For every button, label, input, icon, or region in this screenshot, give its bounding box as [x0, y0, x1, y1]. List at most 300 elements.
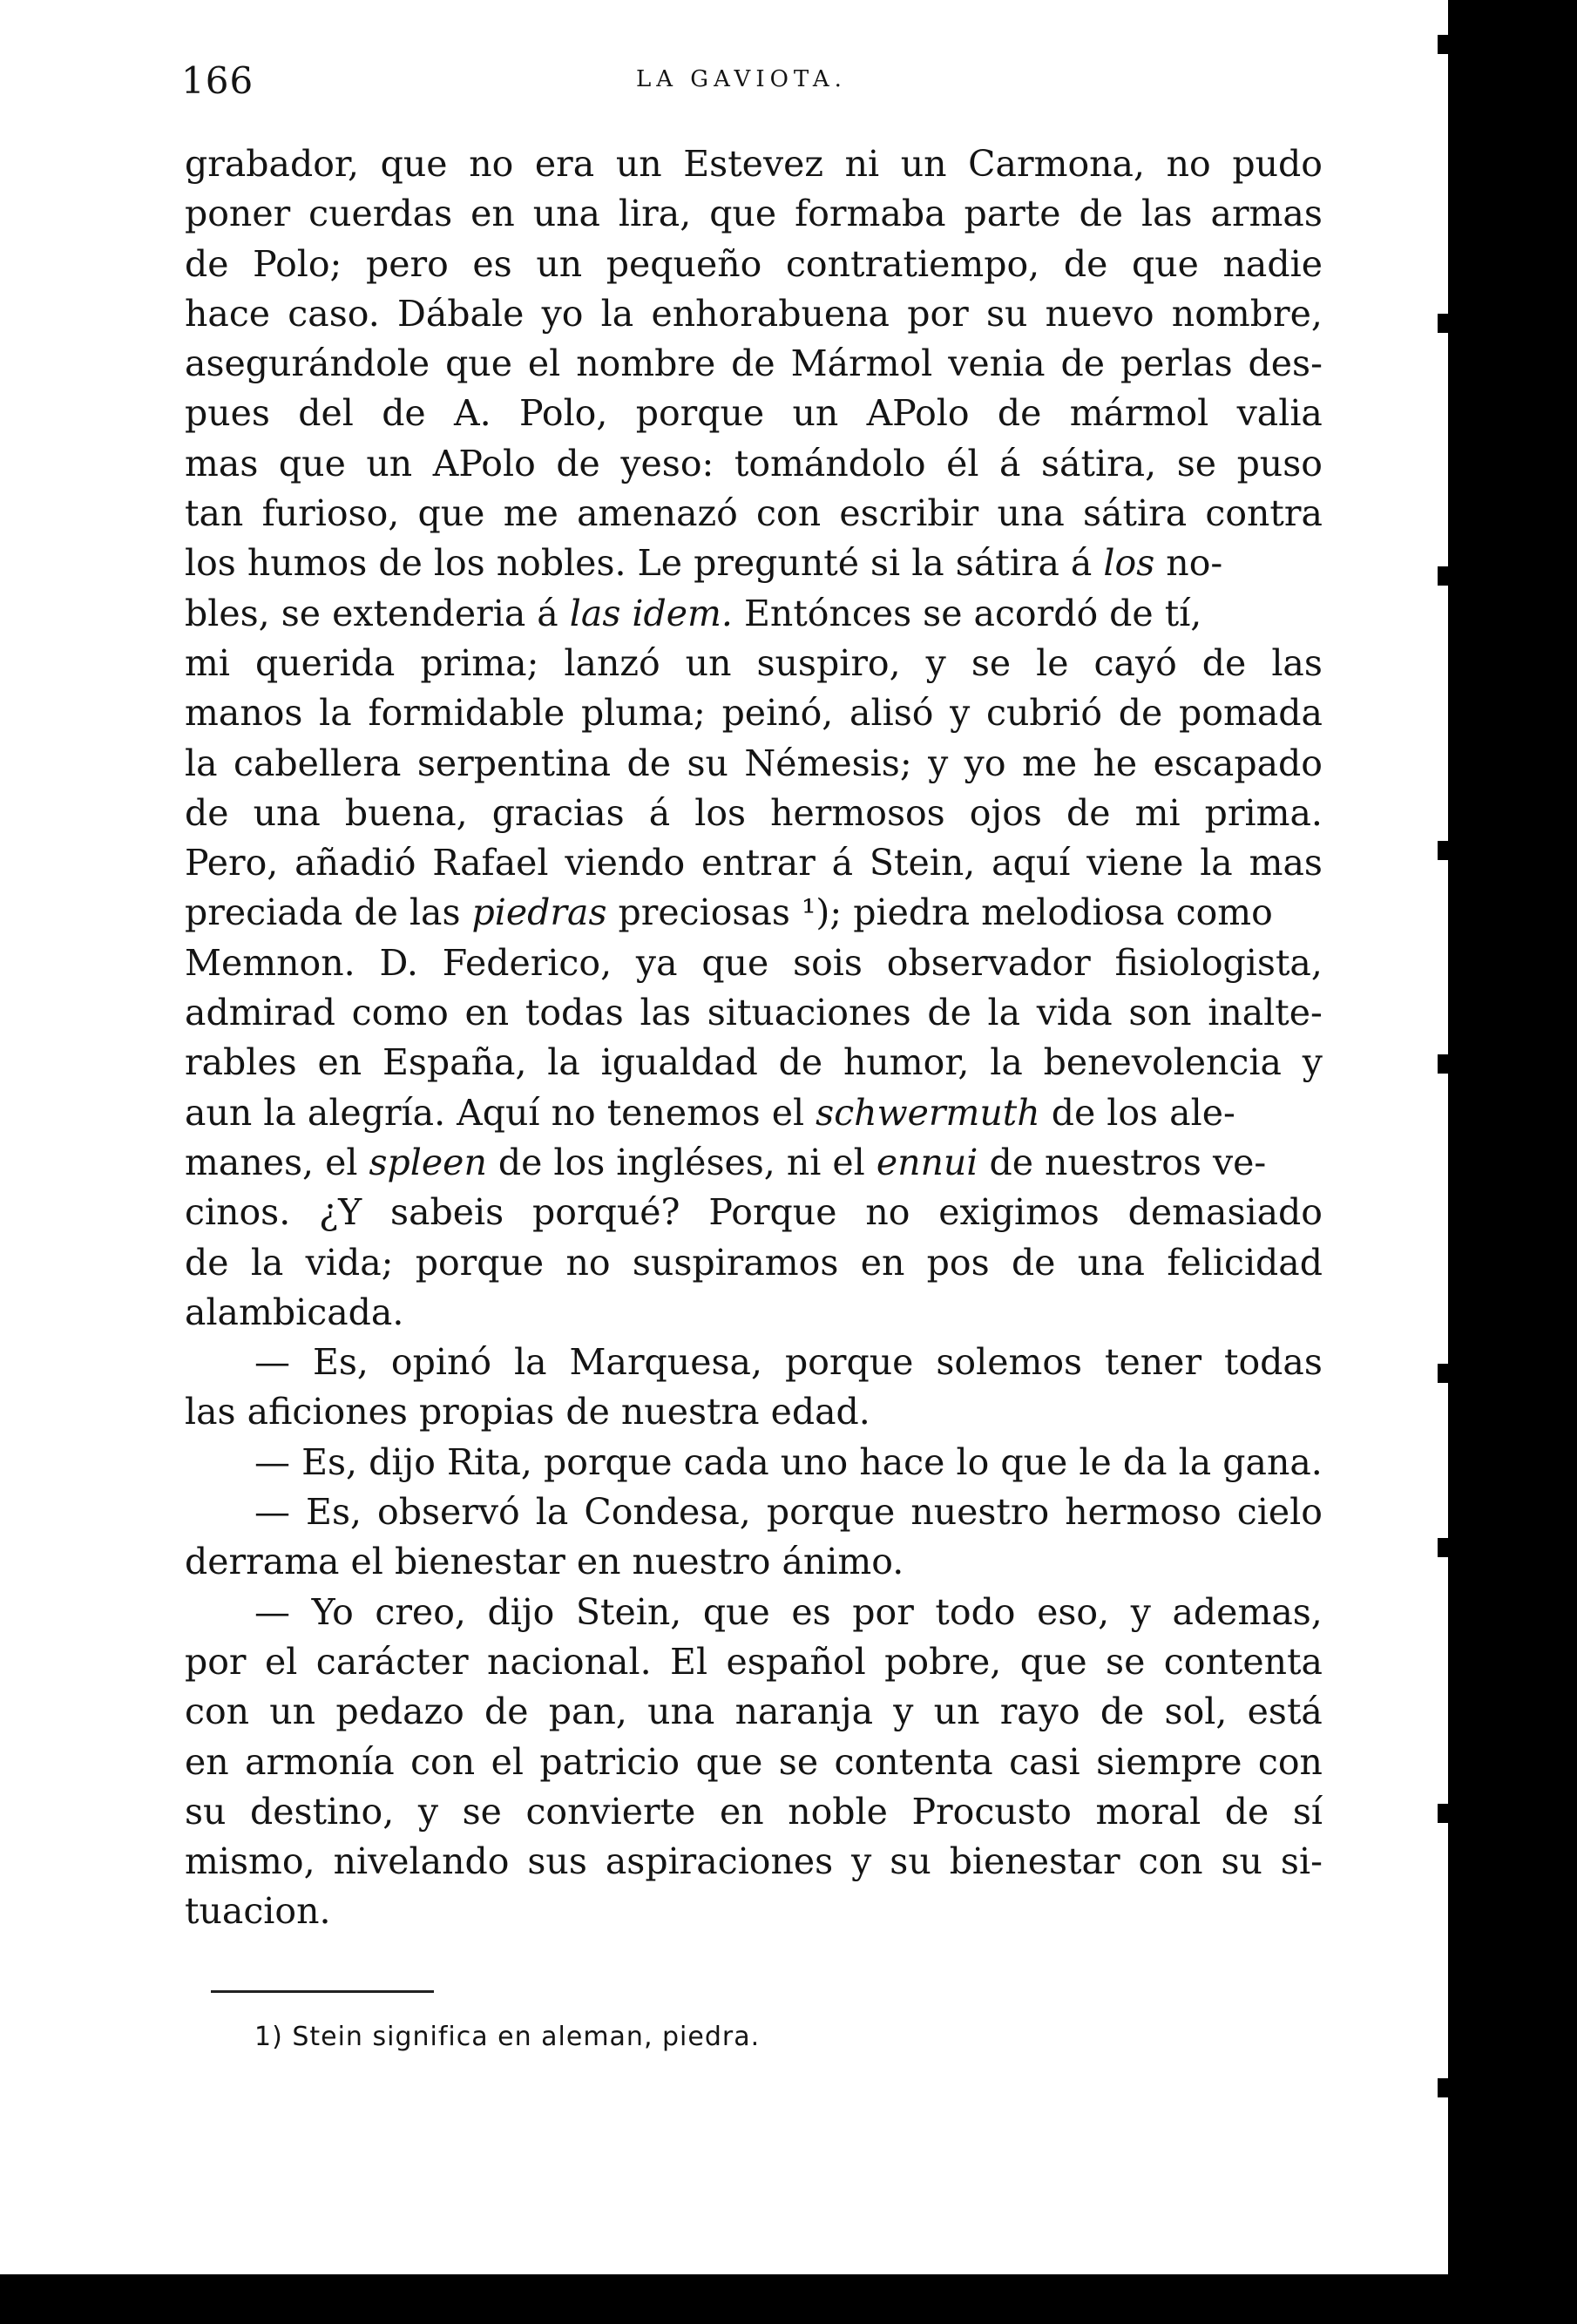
word: de: [626, 742, 672, 784]
word: con: [1257, 1740, 1323, 1783]
word: un: [269, 1690, 316, 1733]
word: un: [366, 442, 413, 484]
word: vida;: [305, 1241, 394, 1284]
word: situaciones: [707, 992, 911, 1034]
word: todo: [935, 1590, 1016, 1633]
word: grabador,: [185, 143, 360, 185]
word: sus: [527, 1840, 587, 1883]
text-line: [185, 589, 1323, 639]
word: contenta: [1163, 1640, 1323, 1683]
word: nuevo: [1045, 292, 1154, 335]
word: pues: [185, 392, 270, 435]
scan-edge-mark: [1438, 566, 1450, 586]
word: ¿Y: [319, 1191, 362, 1234]
word: son: [1128, 992, 1192, 1034]
word: cuerdas: [308, 193, 453, 235]
word: Federico,: [442, 941, 613, 984]
word: que: [1019, 1640, 1087, 1683]
word: la: [1200, 842, 1233, 884]
word: sátira,: [1041, 442, 1157, 484]
page-number: 166: [181, 59, 254, 102]
word: que: [709, 193, 777, 235]
word: tener: [1105, 1341, 1202, 1384]
scan-edge-mark: [1438, 2078, 1450, 2097]
word: rayo: [999, 1690, 1080, 1733]
word: una: [647, 1690, 715, 1733]
word: alambicada.: [185, 1291, 404, 1333]
word: enhorabuena: [651, 292, 890, 335]
word: vida: [1036, 992, 1113, 1034]
word: que: [417, 492, 485, 535]
word: cayó: [1093, 641, 1177, 684]
word: en: [576, 1541, 633, 1583]
text-line: [185, 1338, 1323, 1387]
word: una: [253, 791, 321, 834]
word: de: [565, 1391, 621, 1433]
word: Rita,: [447, 1440, 532, 1483]
word: de: [1224, 1790, 1269, 1833]
word: un: [536, 242, 583, 285]
word: se: [1176, 442, 1217, 484]
word: se: [778, 1740, 819, 1783]
word: furioso,: [261, 492, 400, 535]
scan-edge-mark: [1438, 35, 1450, 54]
word: cabellera: [233, 742, 402, 784]
body-text: [185, 139, 1323, 1937]
word: cada: [683, 1440, 769, 1483]
word: yeso:: [620, 442, 714, 484]
word: admirad: [185, 992, 335, 1034]
word: igualdad: [600, 1041, 758, 1084]
text-line: [185, 1138, 1323, 1188]
word: contratiempo,: [785, 242, 1040, 285]
word: benevolencia: [1043, 1041, 1282, 1084]
word: casi: [1009, 1740, 1080, 1783]
word: y: [851, 1840, 872, 1883]
word: me: [1021, 742, 1078, 784]
word: en: [185, 1740, 229, 1783]
word: buena,: [344, 791, 468, 834]
text-line: [185, 1387, 1323, 1437]
word: exigimos: [938, 1191, 1100, 1234]
word: felicidad: [1167, 1241, 1323, 1284]
word: gracias: [491, 791, 625, 834]
word: está: [1247, 1690, 1323, 1733]
word: á: [999, 442, 1021, 484]
footnote-rule: [211, 1990, 434, 1993]
word: nuestro: [910, 1491, 1050, 1534]
word: la: [319, 692, 352, 735]
word: he: [1093, 742, 1138, 784]
word: demasiado: [1127, 1191, 1323, 1234]
word: nivelando: [333, 1840, 510, 1883]
word: todas: [1224, 1341, 1323, 1384]
word: cinos.: [185, 1191, 291, 1234]
word: mi: [1134, 791, 1181, 834]
word: por: [907, 292, 969, 335]
text-line: [185, 1088, 1323, 1138]
text-line: [185, 789, 1323, 838]
text-line: [185, 1837, 1323, 1887]
italic-word: schwermuth: [816, 1091, 1040, 1134]
word: todas: [525, 992, 624, 1034]
text-segment: bles, se extenderia á: [185, 592, 570, 634]
word: patricio: [539, 1740, 680, 1783]
word: Pero,: [185, 842, 279, 884]
word: de: [1011, 1241, 1056, 1284]
word: bienestar: [949, 1840, 1120, 1883]
word: observó: [377, 1491, 520, 1534]
word: mas: [185, 442, 259, 484]
word: Stein,: [575, 1590, 682, 1633]
word: ademas,: [1172, 1590, 1323, 1633]
text-segment: preciosas ¹); piedra melodiosa como: [606, 891, 1273, 934]
text-line: [185, 1687, 1323, 1737]
word: eso,: [1037, 1590, 1110, 1633]
word: APolo: [432, 442, 536, 484]
scan-edge-mark: [1438, 1364, 1450, 1383]
word: Condesa,: [584, 1491, 751, 1534]
word: pedazo: [335, 1690, 464, 1733]
word: noble: [788, 1790, 888, 1833]
word: de: [484, 1690, 529, 1733]
text-line: [185, 1537, 1323, 1587]
word: no: [865, 1191, 910, 1234]
word: Mármol: [790, 342, 933, 385]
text-segment: no-: [1154, 542, 1223, 585]
word: asegurándole: [185, 342, 430, 385]
word: de: [382, 392, 426, 435]
word: solemos: [936, 1341, 1083, 1384]
word: siempre: [1096, 1740, 1242, 1783]
word: porque: [415, 1241, 545, 1284]
word: Carmona,: [968, 143, 1146, 185]
word: cubrió: [986, 692, 1103, 735]
word: destino,: [250, 1790, 395, 1833]
word: pan,: [548, 1690, 627, 1733]
word: cielo: [1236, 1491, 1323, 1534]
word: de: [731, 342, 775, 385]
word: el: [350, 1541, 395, 1583]
word: la: [547, 1041, 580, 1084]
word: y: [893, 1690, 914, 1733]
word: tan: [185, 492, 244, 535]
text-line: [185, 1238, 1323, 1288]
word: que: [445, 342, 512, 385]
word: su: [985, 292, 1028, 335]
word: pomada: [1179, 692, 1323, 735]
word: opinó: [390, 1341, 492, 1384]
word: pluma;: [580, 692, 706, 735]
word: sabeis: [390, 1191, 504, 1234]
word: no: [565, 1241, 611, 1284]
word: Rafael: [432, 842, 549, 884]
word: la: [990, 1041, 1023, 1084]
italic-word: spleen: [369, 1141, 487, 1183]
word: hace: [859, 1440, 945, 1483]
scan-edge-mark: [1438, 1538, 1450, 1557]
word: contenta: [834, 1740, 993, 1783]
word: Es,: [312, 1341, 369, 1384]
text-segment: aun la alegría. Aquí no tenemos el: [185, 1091, 816, 1134]
word: ánimo.: [782, 1541, 904, 1583]
word: poner: [185, 193, 291, 235]
word: uno: [780, 1440, 849, 1483]
text-line: [185, 639, 1323, 688]
word: de: [1100, 1690, 1145, 1733]
word: él: [946, 442, 979, 484]
word: que: [380, 143, 448, 185]
word: un: [900, 143, 947, 185]
word: porque: [766, 1491, 896, 1534]
word: —: [254, 1491, 290, 1534]
text-line: [185, 1738, 1323, 1787]
text-line: [185, 240, 1323, 289]
word: sátira: [1083, 492, 1188, 535]
word: que: [695, 1740, 763, 1783]
text-line: [185, 1637, 1323, 1687]
word: da: [1122, 1440, 1168, 1483]
word: la: [514, 1341, 547, 1384]
text-segment: de los ale-: [1039, 1091, 1235, 1134]
word: que: [702, 1590, 770, 1633]
word: en: [719, 1790, 764, 1833]
word: una: [997, 492, 1065, 535]
word: tomándolo: [734, 442, 926, 484]
text-line: [185, 1588, 1323, 1637]
word: en: [860, 1241, 905, 1284]
word: las: [185, 1391, 247, 1433]
word: como: [351, 992, 449, 1034]
word: su: [890, 1840, 931, 1883]
word: le: [1079, 1440, 1112, 1483]
word: pero: [366, 242, 449, 285]
word: des-: [1248, 342, 1323, 385]
text-line: [185, 988, 1323, 1038]
word: y: [1302, 1041, 1323, 1084]
word: derrama: [185, 1541, 351, 1583]
word: escapado: [1153, 742, 1323, 784]
word: —: [254, 1440, 290, 1483]
text-line: [185, 139, 1323, 189]
word: de: [1201, 641, 1247, 684]
word: nuestro: [632, 1541, 782, 1583]
word: se: [462, 1790, 502, 1833]
word: peinó,: [721, 692, 834, 735]
word: el: [491, 1740, 524, 1783]
word: valia: [1236, 392, 1323, 435]
word: porque: [635, 392, 765, 435]
text-segment: preciada de las: [185, 891, 472, 934]
word: Estevez: [683, 143, 823, 185]
word: viendo: [565, 842, 686, 884]
word: pos: [926, 1241, 990, 1284]
word: ojos: [969, 791, 1042, 834]
word: armas: [1210, 193, 1323, 235]
word: caso.: [288, 292, 380, 335]
word: su: [1221, 1840, 1262, 1883]
word: querida: [255, 641, 396, 684]
word: ya: [635, 941, 678, 984]
word: España,: [382, 1041, 527, 1084]
word: le: [1036, 641, 1069, 684]
word: si-: [1280, 1840, 1323, 1883]
word: venia: [948, 342, 1046, 385]
scan-edge-mark: [1438, 314, 1450, 333]
word: bienestar: [394, 1541, 577, 1583]
word: la: [1178, 1440, 1212, 1483]
word: aficiones: [247, 1391, 419, 1433]
word: por: [185, 1640, 247, 1683]
word: y: [950, 692, 971, 735]
word: las: [1271, 641, 1323, 684]
word: rables: [185, 1041, 297, 1084]
text-segment: de los ingléses, ni el: [486, 1141, 876, 1183]
word: y: [925, 641, 946, 684]
word: suspiro,: [756, 641, 901, 684]
word: prima;: [420, 641, 539, 684]
word: sí: [1292, 1790, 1323, 1833]
word: nacional.: [487, 1640, 652, 1683]
text-segment: los humos de los nobles. Le pregunté si la sátira á: [185, 542, 1104, 585]
text-line: [185, 688, 1323, 738]
word: de: [185, 791, 229, 834]
scan-border-bottom: [0, 2274, 1577, 2324]
word: las: [1140, 193, 1193, 235]
word: de: [1118, 692, 1163, 735]
word: nombre: [576, 342, 716, 385]
word: en: [470, 193, 515, 235]
word: la: [250, 1241, 284, 1284]
word: era: [534, 143, 595, 185]
word: formidable: [368, 692, 565, 735]
word: Es,: [306, 1491, 362, 1534]
word: un: [685, 641, 732, 684]
word: es: [472, 242, 512, 285]
word: de: [556, 442, 600, 484]
word: con: [185, 1690, 250, 1733]
word: mas: [1249, 842, 1323, 884]
word: me: [503, 492, 558, 535]
word: edad.: [770, 1391, 870, 1433]
word: El: [670, 1640, 708, 1683]
word: la: [185, 742, 218, 784]
word: entrar: [701, 842, 816, 884]
word: lo: [956, 1440, 990, 1483]
word: mármol: [1069, 392, 1209, 435]
word: Polo;: [253, 242, 342, 285]
word: de: [1060, 342, 1106, 385]
word: hace: [185, 292, 271, 335]
text-line: [185, 189, 1323, 239]
word: la: [535, 1491, 569, 1534]
word: de: [185, 242, 229, 285]
word: su: [185, 1790, 227, 1833]
word: pequeño: [606, 242, 762, 285]
word: de: [997, 392, 1042, 435]
word: gana.: [1222, 1440, 1323, 1483]
word: D.: [379, 941, 418, 984]
word: —: [254, 1341, 290, 1384]
word: Memnon.: [185, 941, 355, 984]
word: con: [410, 1740, 476, 1783]
text-line: [185, 1038, 1323, 1087]
word: español: [726, 1640, 866, 1683]
word: suspiramos: [632, 1241, 839, 1284]
word: alisó: [849, 692, 934, 735]
word: que: [1131, 242, 1199, 285]
word: pudo: [1232, 143, 1323, 185]
word: naranja: [734, 1690, 874, 1733]
word: porqué?: [532, 1191, 680, 1234]
text-line: [185, 289, 1323, 339]
word: es: [791, 1590, 831, 1633]
text-segment: de nuestros ve-: [978, 1141, 1267, 1183]
word: la: [987, 992, 1021, 1034]
word: nuestra: [620, 1391, 771, 1433]
word: fisiologista,: [1114, 941, 1323, 984]
text-line: [185, 1787, 1323, 1837]
text-line: [185, 838, 1323, 888]
word: un: [792, 392, 839, 435]
word: los: [694, 791, 747, 834]
scan-edge-mark: [1438, 1054, 1450, 1074]
italic-word: ennui: [876, 1141, 978, 1183]
word: de: [1079, 193, 1123, 235]
scan-edge-mark: [1438, 841, 1450, 860]
word: observador: [886, 941, 1091, 984]
word: prima.: [1204, 791, 1323, 834]
word: creo,: [375, 1590, 466, 1633]
word: una: [532, 193, 600, 235]
word: A.: [454, 392, 491, 435]
word: Némesis;: [744, 742, 912, 784]
text-line: [185, 739, 1323, 789]
word: y: [417, 1790, 439, 1833]
word: propias: [418, 1391, 566, 1433]
text-line: [185, 1438, 1323, 1487]
word: convierte: [525, 1790, 696, 1833]
word: yo: [964, 742, 1006, 784]
word: su: [687, 742, 728, 784]
word: no: [1166, 143, 1211, 185]
word: Es,: [301, 1440, 358, 1483]
word: porque: [544, 1440, 673, 1483]
word: con: [756, 492, 822, 535]
running-title: LA GAVIOTA.: [636, 66, 847, 92]
word: no: [469, 143, 514, 185]
word: puso: [1236, 442, 1323, 484]
word: dijo: [487, 1590, 555, 1633]
word: un: [615, 143, 662, 185]
word: de: [1063, 242, 1108, 285]
word: ni: [844, 143, 880, 185]
word: á: [648, 791, 671, 834]
text-line: [185, 1288, 1323, 1338]
italic-word: las idem.: [569, 592, 733, 634]
word: escribir: [839, 492, 979, 535]
word: inalte-: [1208, 992, 1323, 1034]
word: Porque: [708, 1191, 837, 1234]
text-line: [185, 1188, 1323, 1237]
word: y: [928, 742, 949, 784]
word: amenazó: [577, 492, 738, 535]
word: formaba: [795, 193, 946, 235]
word: Stein,: [869, 842, 976, 884]
word: hermoso: [1065, 1491, 1222, 1534]
word: las: [640, 992, 692, 1034]
word: en: [464, 992, 510, 1034]
